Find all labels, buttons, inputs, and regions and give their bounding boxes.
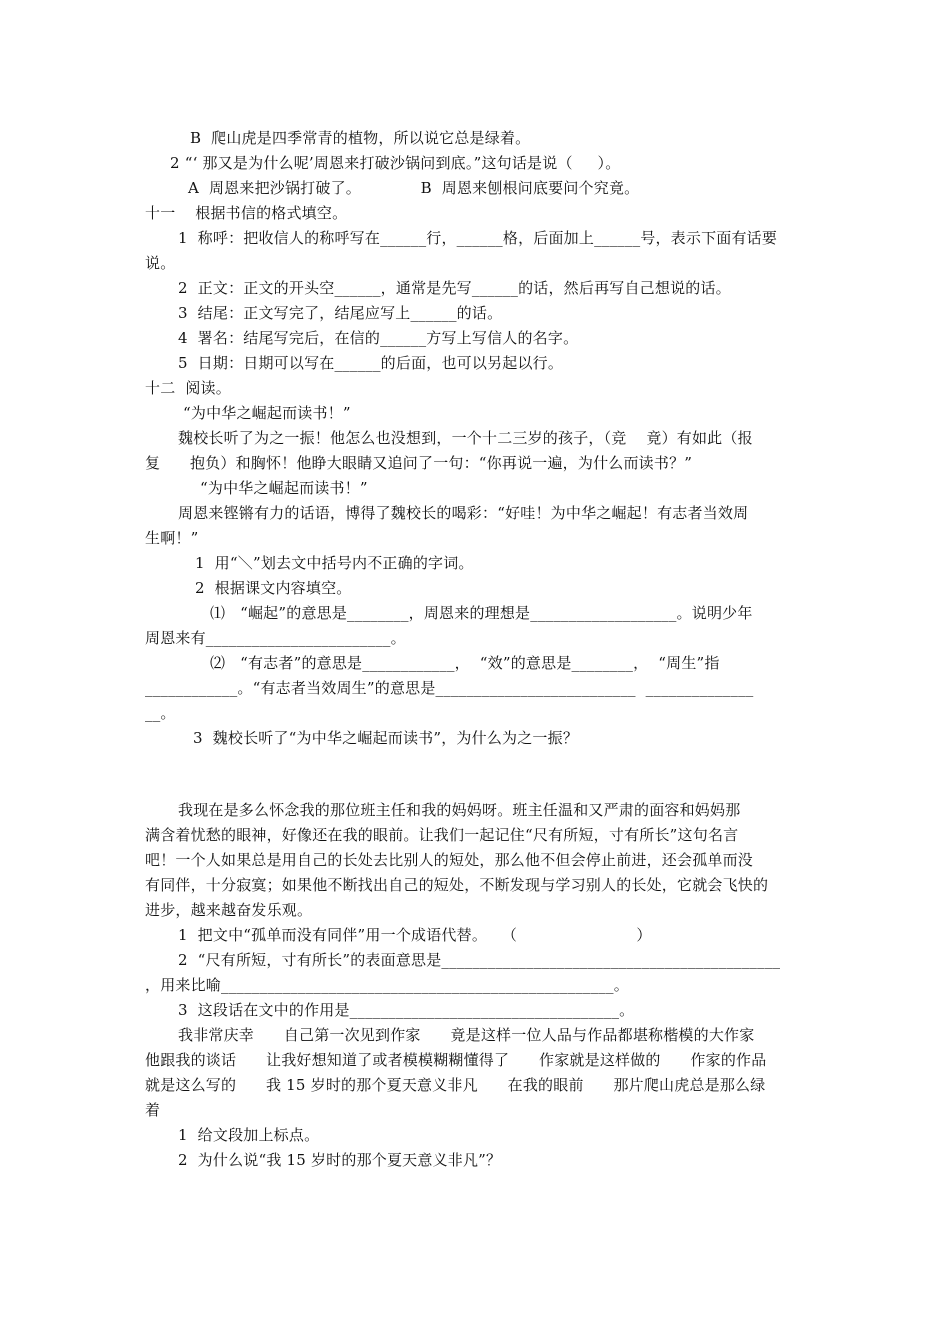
question-line: 2 正文：正文的开头空______，通常是先写______的话，然后再写自己想说的话。 [178, 279, 731, 297]
passage-line: 有同伴，十分寂寞；如果他不断找出自己的短处，不断发现与学习别人的长处，它就会飞快的 [145, 876, 769, 894]
question-line: ，用来比喻___________________________________________________。 [145, 976, 629, 994]
passage-line: 就是这么写的 我 15 岁时的那个夏天意义非凡 在我的眼前 那片爬山虎总是那么绿 [145, 1076, 766, 1094]
section-heading-12: 十二 阅读。 [145, 379, 231, 397]
question-line: ____________。“有志者当效周生”的意思是__________________________ ______________ [145, 679, 754, 697]
passage-line: 吧！一个人如果总是用自己的长处去比别人的短处，那么他不但会停止前进，还会孤单而没 [145, 851, 754, 869]
question-line: 2 “‘ 那又是为什么呢’周恩来打破沙锅问到底。”这句话是说（ ）。 [170, 154, 621, 172]
question-line: 周恩来有________________________。 [145, 629, 406, 647]
question-line: 3 这段话在文中的作用是___________________________________。 [178, 1001, 635, 1019]
passage-line: 生啊！” [145, 529, 199, 547]
question-line: ⑵ “有志者”的意思是____________， “效”的意思是________， “周生”指 [210, 654, 720, 672]
options-line: A 周恩来把沙锅打破了。 B 周恩来刨根问底要问个究竟。 [188, 179, 640, 197]
passage-line: 他跟我的谈话 让我好想知道了或者模模糊糊懂得了 作家就是这样做的 作家的作品 [145, 1051, 767, 1069]
question-line: 5 日期：日期可以写在______的后面，也可以另起以行。 [178, 354, 564, 372]
passage-line: 我现在是多么怀念我的那位班主任和我的妈妈呀。班主任温和又严肃的面容和妈妈那 [178, 801, 741, 819]
section-heading-11: 十一 根据书信的格式填空。 [145, 204, 348, 222]
passage-title: “为中华之崛起而读书！” [183, 404, 351, 422]
option-b-line: B 爬山虎是四季常青的植物，所以说它总是绿着。 [190, 129, 531, 147]
text-line: 说。 [145, 254, 176, 272]
passage-line: 着 [145, 1101, 161, 1119]
passage-line: 满含着忧愁的眼神，好像还在我的眼前。让我们一起记住“尺有所短，寸有所长”这句名言 [145, 826, 739, 844]
question-line: __。 [145, 704, 176, 722]
question-line: ⑴ “崛起”的意思是________，周恩来的理想是___________________。说明少年 [210, 604, 753, 622]
question-line: 2 根据课文内容填空。 [195, 579, 352, 597]
question-line: 1 给文段加上标点。 [178, 1126, 320, 1144]
passage-line: 魏校长听了为之一振！他怎么也没想到，一个十二三岁的孩子，（竞 竟）有如此（报 [178, 429, 753, 447]
passage-line: 进步，越来越奋发乐观。 [145, 901, 313, 919]
passage-line: 周恩来铿锵有力的话语，博得了魏校长的喝彩：“好哇！为中华之崛起！有志者当效周 [178, 504, 749, 522]
passage-line: 复 抱负）和胸怀！他睁大眼睛又追问了一句：“你再说一遍，为什么而读书？” [145, 454, 693, 472]
question-line: 1 称呼：把收信人的称呼写在______行，______格，后面加上______号，表示下面有话要 [178, 229, 778, 247]
question-line: 2 “尺有所短，寸有所长”的表面意思是____________________________________________ [178, 951, 781, 969]
question-line: 2 为什么说“我 15 岁时的那个夏天意义非凡”？ [178, 1151, 502, 1169]
question-line: 3 结尾：正文写完了，结尾应写上______的话。 [178, 304, 503, 322]
passage-line: 我非常庆幸 自己第一次见到作家 竟是这样一位人品与作品都堪称楷模的大作家 [178, 1026, 755, 1044]
question-line: 4 署名：结尾写完后，在信的______方写上写信人的名字。 [178, 329, 579, 347]
question-line: 3 魏校长听了“为中华之崛起而读书”，为什么为之一振？ [193, 729, 579, 747]
passage-line: “为中华之崛起而读书！” [200, 479, 368, 497]
question-line: 1 把文中“孤单而没有同伴”用一个成语代替。 （ ） [178, 926, 652, 944]
question-line: 1 用“＼”划去文中括号内不正确的字词。 [195, 554, 474, 572]
